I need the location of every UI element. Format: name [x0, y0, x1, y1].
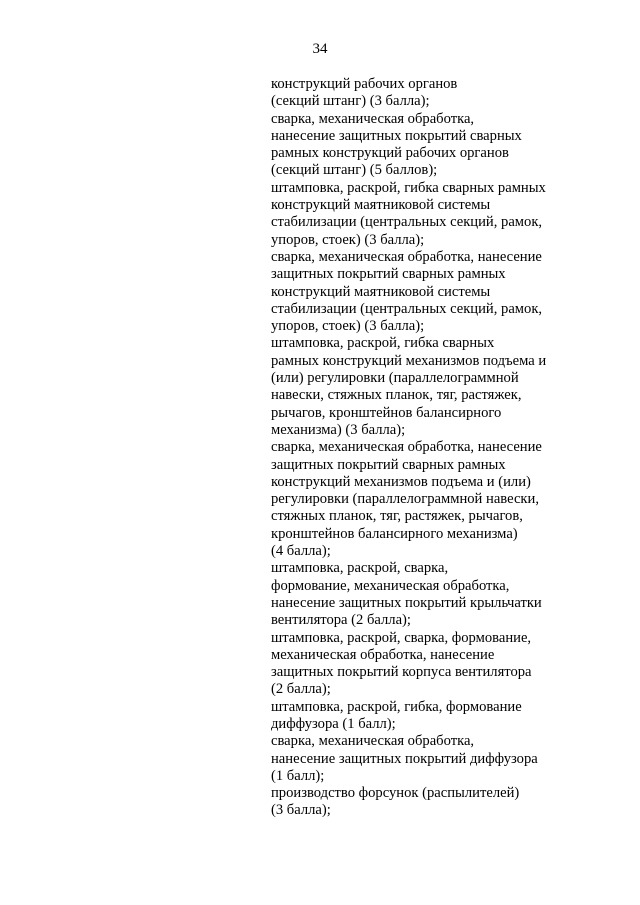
text-line: нанесение защитных покрытий диффузора — [271, 750, 538, 767]
text-line: механическая обработка, нанесение — [271, 646, 495, 663]
text-line: сварка, механическая обработка, нанесение — [271, 439, 542, 456]
text-line: регулировки (параллелограммной навески, — [271, 491, 539, 508]
text-line: стабилизации (центральных секций, рамок, — [271, 300, 543, 317]
text-line: упоров, стоек) (3 балла); — [271, 231, 425, 248]
text-line: сварка, механическая обработка, нанесение — [271, 248, 542, 265]
text-line: штамповка, раскрой, гибка, формование — [271, 698, 522, 715]
text-line: (1 балл); — [271, 767, 325, 784]
text-line: (секций штанг) (5 баллов); — [271, 162, 438, 179]
text-line: механизма) (3 балла); — [271, 421, 406, 438]
text-line: (3 балла); — [271, 802, 331, 819]
text-line: рычагов, кронштейнов балансирного — [271, 404, 502, 421]
text-line: штамповка, раскрой, гибка сварных — [271, 335, 495, 352]
text-line: штамповка, раскрой, сварка, формование, — [271, 629, 532, 646]
text-line: конструкций маятниковой системы — [271, 197, 491, 214]
text-line: конструкций механизмов подъема и (или) — [271, 473, 531, 490]
text-line: рамных конструкций рабочих органов — [271, 145, 509, 162]
text-line: сварка, механическая обработка, — [271, 110, 475, 127]
text-line: защитных покрытий сварных рамных — [271, 266, 506, 283]
text-line: штамповка, раскрой, гибка сварных рамных — [271, 179, 546, 196]
text-line: сварка, механическая обработка, — [271, 733, 475, 750]
page-number: 34 — [312, 41, 328, 57]
text-line: упоров, стоек) (3 балла); — [271, 318, 425, 335]
text-line: защитных покрытий корпуса вентилятора — [271, 664, 532, 681]
text-line: формование, механическая обработка, — [271, 577, 510, 594]
body-text — [271, 76, 571, 820]
text-line: кронштейнов балансирного механизма) — [271, 525, 518, 542]
text-line: (или) регулировки (параллелограммной — [271, 370, 519, 387]
text-line: нанесение защитных покрытий сварных — [271, 127, 522, 144]
text-line: навески, стяжных планок, тяг, растяжек, — [271, 387, 522, 404]
text-line: защитных покрытий сварных рамных — [271, 456, 506, 473]
text-line: производство форсунок (распылителей) — [271, 785, 520, 802]
text-line: (4 балла); — [271, 543, 331, 560]
text-line: стабилизации (центральных секций, рамок, — [271, 214, 543, 231]
text-line: стяжных планок, тяг, растяжек, рычагов, — [271, 508, 523, 525]
text-line: (2 балла); — [271, 681, 331, 698]
text-line: конструкций маятниковой системы — [271, 283, 491, 300]
text-line: (секций штанг) (3 балла); — [271, 93, 430, 110]
text-line: рамных конструкций механизмов подъема и — [271, 352, 547, 369]
text-line: штамповка, раскрой, сварка, — [271, 560, 449, 577]
text-line: вентилятора (2 балла); — [271, 612, 411, 629]
text-line: диффузора (1 балл); — [271, 715, 396, 732]
text-line: конструкций рабочих органов — [271, 76, 458, 92]
text-line: нанесение защитных покрытий крыльчатки — [271, 594, 542, 611]
